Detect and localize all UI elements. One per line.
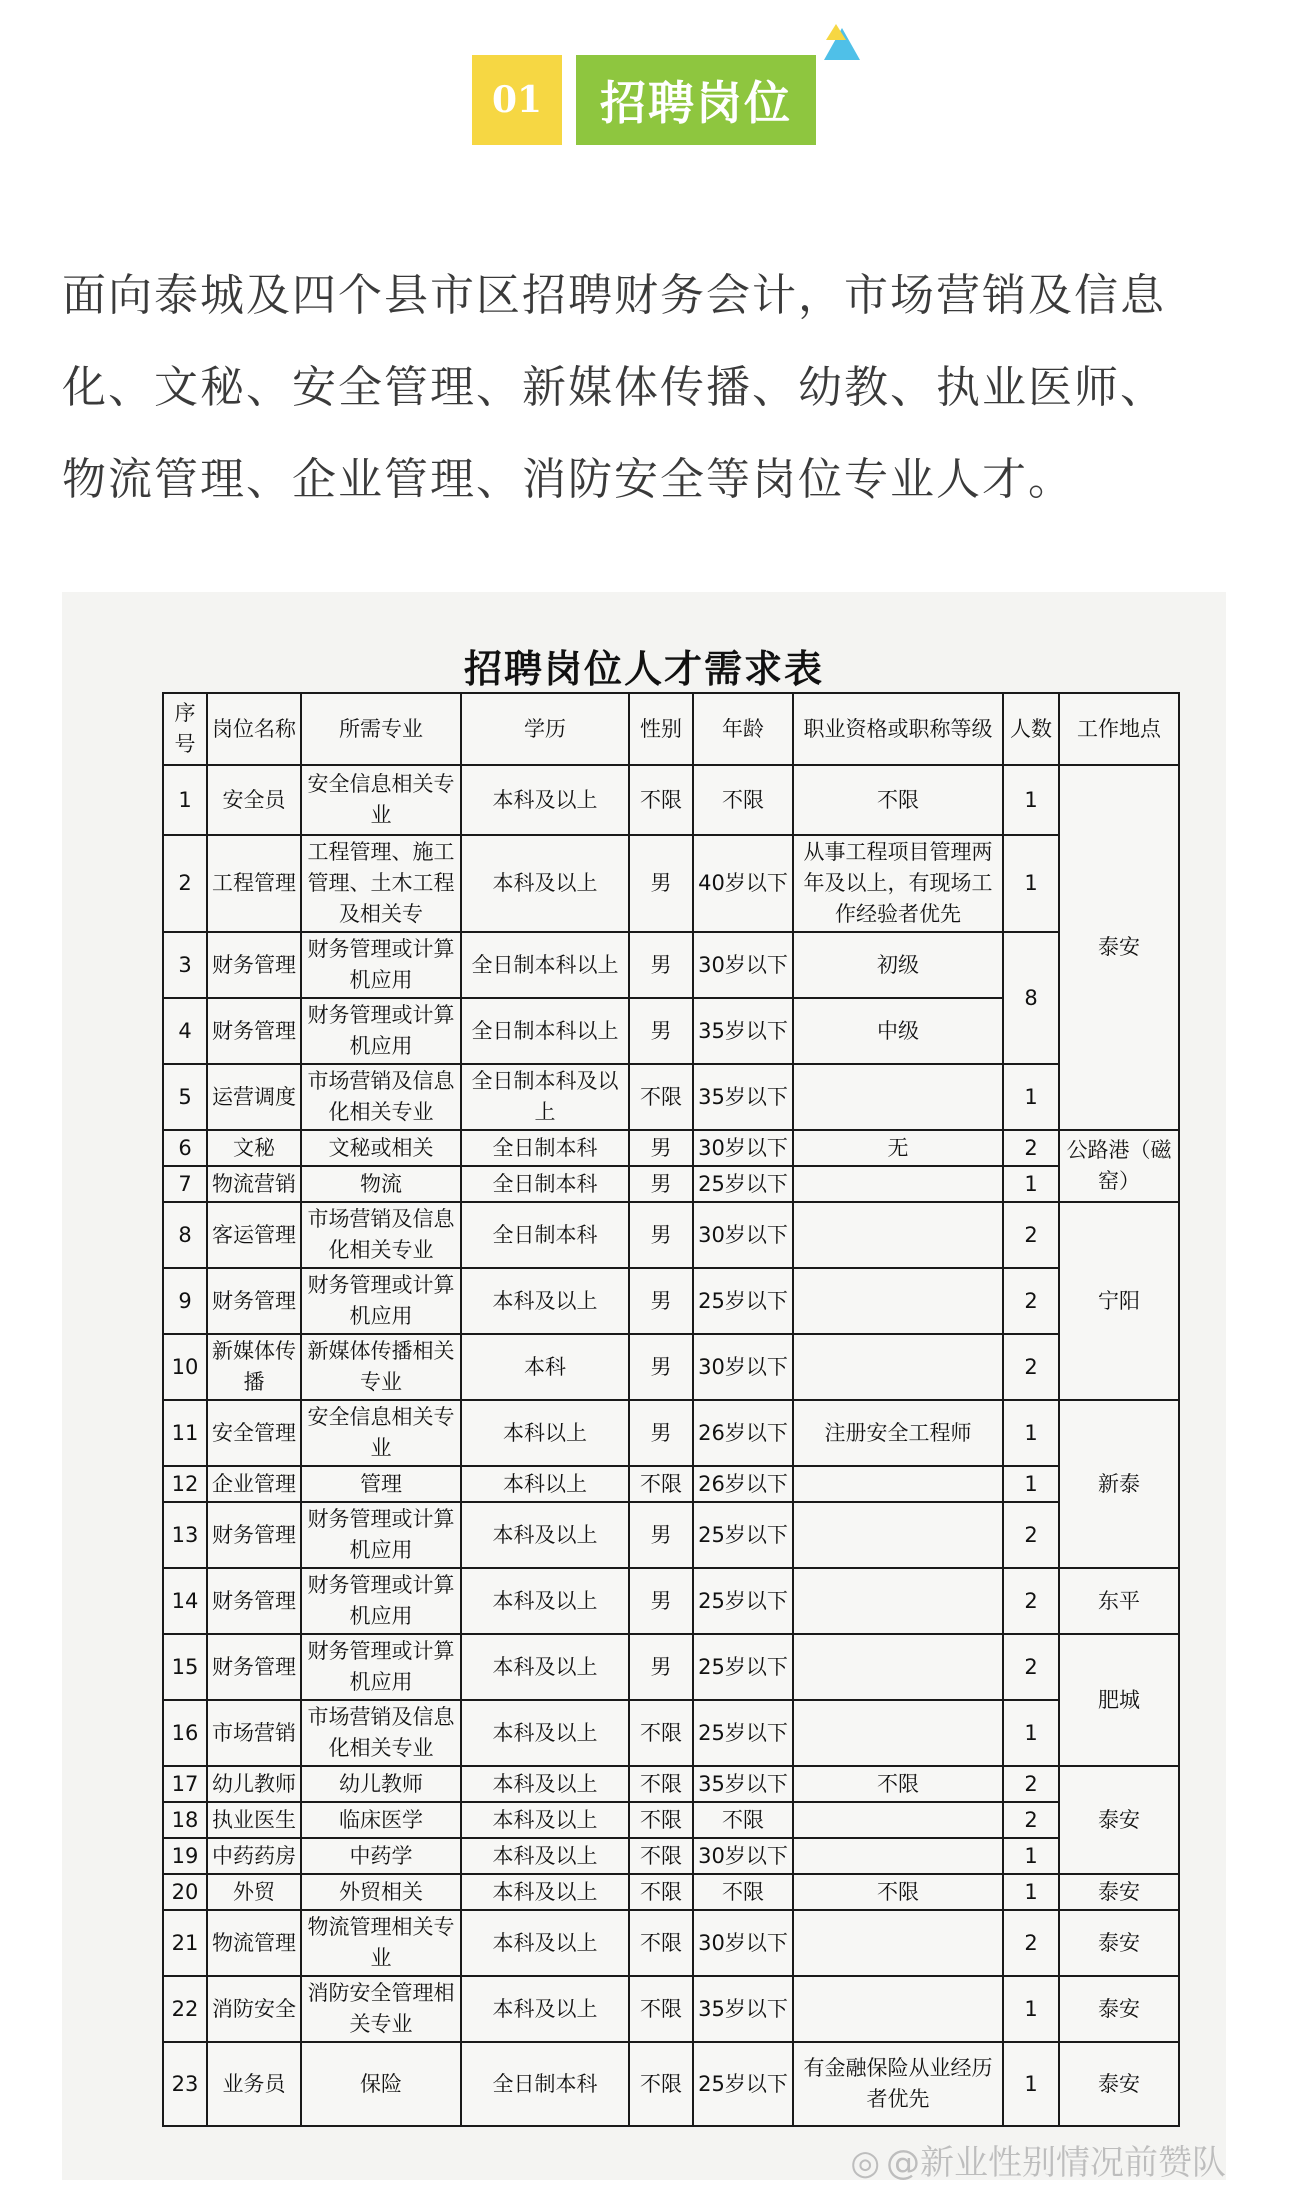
cell-count: 2 <box>1003 1910 1059 1976</box>
cell-position: 财务管理 <box>207 1634 301 1700</box>
cell-location: 公路港（磁窑） <box>1059 1130 1179 1202</box>
cell-major: 财务管理或计算机应用 <box>301 998 461 1064</box>
cell-gender: 男 <box>629 1568 693 1634</box>
cell-gender: 不限 <box>629 1700 693 1766</box>
cell-age: 不限 <box>693 1874 793 1910</box>
header-cell-age: 年龄 <box>693 693 793 765</box>
cell-major: 管理 <box>301 1466 461 1502</box>
cell-qualification <box>793 1910 1003 1976</box>
cell-no: 17 <box>163 1766 207 1802</box>
cell-qualification <box>793 1202 1003 1268</box>
cell-no: 7 <box>163 1166 207 1202</box>
header-cell-gender: 性别 <box>629 693 693 765</box>
section-number-badge: 01 <box>472 55 562 145</box>
cell-position: 客运管理 <box>207 1202 301 1268</box>
cell-qualification: 注册安全工程师 <box>793 1400 1003 1466</box>
cell-major: 市场营销及信息化相关专业 <box>301 1064 461 1130</box>
table-row <box>163 1400 1179 1466</box>
cell-gender: 男 <box>629 932 693 998</box>
cell-position: 安全管理 <box>207 1400 301 1466</box>
header-cell-no: 序号 <box>163 693 207 765</box>
table-title: 招聘岗位人才需求表 <box>463 646 824 691</box>
cell-count: 1 <box>1003 1700 1059 1766</box>
cell-education: 本科及以上 <box>461 1976 629 2042</box>
cell-major: 市场营销及信息化相关专业 <box>301 1700 461 1766</box>
cell-qualification <box>793 1838 1003 1874</box>
cell-gender: 不限 <box>629 1064 693 1130</box>
intro-line: 物流管理、企业管理、消防安全等岗位专业人才。 <box>62 454 1074 505</box>
scanned-document <box>62 592 1226 2183</box>
cell-no: 5 <box>163 1064 207 1130</box>
cell-no: 6 <box>163 1130 207 1166</box>
table-row <box>163 1130 1179 1166</box>
cell-gender: 不限 <box>629 1910 693 1976</box>
cell-education: 本科 <box>461 1334 629 1400</box>
cell-qualification: 中级 <box>793 998 1003 1064</box>
cell-qualification <box>793 1568 1003 1634</box>
cell-gender: 不限 <box>629 1466 693 1502</box>
cell-education: 全日制本科及以上 <box>461 1064 629 1130</box>
cell-age: 26岁以下 <box>693 1466 793 1502</box>
cell-position: 企业管理 <box>207 1466 301 1502</box>
cell-count: 2 <box>1003 1502 1059 1568</box>
cell-no: 22 <box>163 1976 207 2042</box>
cell-count: 1 <box>1003 2042 1059 2126</box>
cell-education: 本科及以上 <box>461 1700 629 1766</box>
cell-location: 新泰 <box>1059 1400 1179 1568</box>
cell-count: 2 <box>1003 1766 1059 1802</box>
cell-qualification: 不限 <box>793 1874 1003 1910</box>
cell-count: 2 <box>1003 1130 1059 1166</box>
cell-education: 本科及以上 <box>461 835 629 932</box>
cell-major: 财务管理或计算机应用 <box>301 1568 461 1634</box>
cell-major: 外贸相关 <box>301 1874 461 1910</box>
cell-no: 10 <box>163 1334 207 1400</box>
table-row <box>163 1268 1179 1334</box>
cell-count: 2 <box>1003 1268 1059 1334</box>
intro-paragraph <box>62 250 1232 526</box>
cell-education: 全日制本科 <box>461 1166 629 1202</box>
cell-education: 全日制本科 <box>461 2042 629 2126</box>
cell-position: 财务管理 <box>207 998 301 1064</box>
header-cell-major: 所需专业 <box>301 693 461 765</box>
cell-count: 2 <box>1003 1334 1059 1400</box>
cell-education: 本科以上 <box>461 1466 629 1502</box>
cell-age: 40岁以下 <box>693 835 793 932</box>
cell-major: 工程管理、施工管理、土木工程及相关专 <box>301 835 461 932</box>
cell-gender: 不限 <box>629 1766 693 1802</box>
cell-qualification: 不限 <box>793 1766 1003 1802</box>
table-body <box>163 765 1179 2126</box>
watermark <box>850 2135 1226 2184</box>
cell-age: 35岁以下 <box>693 998 793 1064</box>
table-row <box>163 1700 1179 1766</box>
cell-qualification <box>793 1976 1003 2042</box>
cell-no: 23 <box>163 2042 207 2126</box>
cell-position: 物流营销 <box>207 1166 301 1202</box>
cell-gender: 男 <box>629 1268 693 1334</box>
cell-qualification <box>793 1502 1003 1568</box>
cell-major: 财务管理或计算机应用 <box>301 932 461 998</box>
cell-education: 本科及以上 <box>461 1502 629 1568</box>
cell-age: 26岁以下 <box>693 1400 793 1466</box>
cell-education: 本科及以上 <box>461 1874 629 1910</box>
cell-qualification: 不限 <box>793 765 1003 835</box>
table-row <box>163 932 1179 998</box>
cell-age: 25岁以下 <box>693 1502 793 1568</box>
cell-major: 新媒体传播相关专业 <box>301 1334 461 1400</box>
cell-no: 4 <box>163 998 207 1064</box>
cell-qualification <box>793 1634 1003 1700</box>
cell-position: 执业医生 <box>207 1802 301 1838</box>
cell-education: 本科及以上 <box>461 1634 629 1700</box>
cell-education: 本科以上 <box>461 1400 629 1466</box>
cell-education: 本科及以上 <box>461 765 629 835</box>
table-row <box>163 1976 1179 2042</box>
header-cell-education: 学历 <box>461 693 629 765</box>
cell-gender: 男 <box>629 1502 693 1568</box>
cell-age: 35岁以下 <box>693 1766 793 1802</box>
cell-age: 30岁以下 <box>693 1130 793 1166</box>
cell-count: 1 <box>1003 1874 1059 1910</box>
cell-education: 本科及以上 <box>461 1766 629 1802</box>
cell-position: 新媒体传播 <box>207 1334 301 1400</box>
cell-major: 幼儿教师 <box>301 1766 461 1802</box>
cell-location: 泰安 <box>1059 1766 1179 1874</box>
cell-no: 11 <box>163 1400 207 1466</box>
cell-position: 财务管理 <box>207 932 301 998</box>
header-cell-qualification: 职业资格或职称等级 <box>793 693 1003 765</box>
cell-no: 13 <box>163 1502 207 1568</box>
cell-position: 消防安全 <box>207 1976 301 2042</box>
table-header-row <box>163 693 1179 765</box>
cell-qualification: 无 <box>793 1130 1003 1166</box>
cell-major: 财务管理或计算机应用 <box>301 1634 461 1700</box>
cell-count: 1 <box>1003 1400 1059 1466</box>
cell-position: 物流管理 <box>207 1910 301 1976</box>
cell-count: 1 <box>1003 1976 1059 2042</box>
cell-gender: 男 <box>629 1202 693 1268</box>
cell-education: 本科及以上 <box>461 1838 629 1874</box>
table-row <box>163 1064 1179 1130</box>
cell-age: 25岁以下 <box>693 1166 793 1202</box>
cell-education: 本科及以上 <box>461 1568 629 1634</box>
cell-gender: 男 <box>629 998 693 1064</box>
table-row <box>163 1334 1179 1400</box>
table-row <box>163 1568 1179 1634</box>
cell-qualification <box>793 1334 1003 1400</box>
cell-major: 物流 <box>301 1166 461 1202</box>
header-cell-location: 工作地点 <box>1059 693 1179 765</box>
requirements-table <box>162 692 1180 2127</box>
header-cell-count: 人数 <box>1003 693 1059 765</box>
cell-gender: 男 <box>629 1130 693 1166</box>
table-row <box>163 765 1179 835</box>
table-row <box>163 1466 1179 1502</box>
cell-count: 1 <box>1003 1166 1059 1202</box>
cell-count: 1 <box>1003 765 1059 835</box>
table-row <box>163 1202 1179 1268</box>
cell-qualification: 从事工程项目管理两年及以上，有现场工作经验者优先 <box>793 835 1003 932</box>
cell-qualification: 初级 <box>793 932 1003 998</box>
cell-count: 1 <box>1003 835 1059 932</box>
intro-line: 面向泰城及四个县市区招聘财务会计，市场营销及信息 <box>62 270 1166 321</box>
cell-location: 东平 <box>1059 1568 1179 1634</box>
cell-position: 幼儿教师 <box>207 1766 301 1802</box>
cell-gender: 不限 <box>629 1976 693 2042</box>
cell-major: 物流管理相关专业 <box>301 1910 461 1976</box>
cell-qualification <box>793 1466 1003 1502</box>
cell-no: 9 <box>163 1268 207 1334</box>
cell-count: 2 <box>1003 1568 1059 1634</box>
cell-major: 临床医学 <box>301 1802 461 1838</box>
table-row <box>163 1874 1179 1910</box>
cell-location: 泰安 <box>1059 1910 1179 1976</box>
cell-count: 2 <box>1003 1202 1059 1268</box>
cell-age: 不限 <box>693 1802 793 1838</box>
cell-major: 市场营销及信息化相关专业 <box>301 1202 461 1268</box>
cell-age: 30岁以下 <box>693 1202 793 1268</box>
header-cell-position: 岗位名称 <box>207 693 301 765</box>
cell-gender: 不限 <box>629 1838 693 1874</box>
cell-age: 25岁以下 <box>693 2042 793 2126</box>
cell-major: 中药学 <box>301 1838 461 1874</box>
cell-gender: 不限 <box>629 2042 693 2126</box>
cell-age: 25岁以下 <box>693 1568 793 1634</box>
watermark-text: @新业性别情况前赞队 <box>886 2143 1226 2183</box>
cell-education: 全日制本科以上 <box>461 932 629 998</box>
cell-no: 1 <box>163 765 207 835</box>
cell-education: 本科及以上 <box>461 1802 629 1838</box>
cell-qualification <box>793 1064 1003 1130</box>
table-row <box>163 835 1179 932</box>
cell-age: 不限 <box>693 765 793 835</box>
cell-no: 8 <box>163 1202 207 1268</box>
cell-gender: 男 <box>629 1166 693 1202</box>
cell-gender: 不限 <box>629 1802 693 1838</box>
cell-age: 30岁以下 <box>693 1334 793 1400</box>
cell-gender: 男 <box>629 835 693 932</box>
cell-age: 30岁以下 <box>693 932 793 998</box>
cell-age: 25岁以下 <box>693 1700 793 1766</box>
cell-position: 财务管理 <box>207 1568 301 1634</box>
cell-position: 财务管理 <box>207 1268 301 1334</box>
cell-location: 泰安 <box>1059 2042 1179 2126</box>
cell-education: 全日制本科 <box>461 1202 629 1268</box>
cell-gender: 男 <box>629 1634 693 1700</box>
table-row <box>163 2042 1179 2126</box>
section-title: 招聘岗位 <box>576 55 816 145</box>
cell-major: 安全信息相关专业 <box>301 1400 461 1466</box>
cell-qualification: 有金融保险从业经历者优先 <box>793 2042 1003 2126</box>
cell-location: 泰安 <box>1059 1976 1179 2042</box>
cell-major: 安全信息相关专业 <box>301 765 461 835</box>
cell-count: 2 <box>1003 1634 1059 1700</box>
cell-no: 2 <box>163 835 207 932</box>
table-row <box>163 1838 1179 1874</box>
cell-no: 16 <box>163 1700 207 1766</box>
cell-location: 泰安 <box>1059 765 1179 1130</box>
cell-location: 泰安 <box>1059 1874 1179 1910</box>
cell-education: 全日制本科以上 <box>461 998 629 1064</box>
cell-count: 1 <box>1003 1064 1059 1130</box>
intro-line: 化、文秘、安全管理、新媒体传播、幼教、执业医师、 <box>62 362 1166 413</box>
cell-count: 1 <box>1003 1838 1059 1874</box>
weibo-icon: ◎ <box>850 2143 880 2183</box>
cell-age: 35岁以下 <box>693 1064 793 1130</box>
cell-age: 30岁以下 <box>693 1910 793 1976</box>
cell-qualification <box>793 1268 1003 1334</box>
cell-no: 15 <box>163 1634 207 1700</box>
cell-gender: 不限 <box>629 1874 693 1910</box>
cell-major: 财务管理或计算机应用 <box>301 1502 461 1568</box>
cell-gender: 男 <box>629 1400 693 1466</box>
cell-position: 文秘 <box>207 1130 301 1166</box>
cell-qualification <box>793 1166 1003 1202</box>
cell-position: 财务管理 <box>207 1502 301 1568</box>
table-row <box>163 1166 1179 1202</box>
cell-position: 安全员 <box>207 765 301 835</box>
cell-education: 本科及以上 <box>461 1268 629 1334</box>
table-row <box>163 1910 1179 1976</box>
cell-location: 宁阳 <box>1059 1202 1179 1400</box>
table-row <box>163 1766 1179 1802</box>
cell-age: 25岁以下 <box>693 1634 793 1700</box>
cell-position: 外贸 <box>207 1874 301 1910</box>
cell-no: 3 <box>163 932 207 998</box>
cell-age: 30岁以下 <box>693 1838 793 1874</box>
cell-no: 20 <box>163 1874 207 1910</box>
cell-count: 1 <box>1003 1466 1059 1502</box>
cell-no: 18 <box>163 1802 207 1838</box>
cell-major: 文秘或相关 <box>301 1130 461 1166</box>
cell-age: 35岁以下 <box>693 1976 793 2042</box>
cell-no: 12 <box>163 1466 207 1502</box>
cell-major: 财务管理或计算机应用 <box>301 1268 461 1334</box>
cell-position: 工程管理 <box>207 835 301 932</box>
cell-position: 运营调度 <box>207 1064 301 1130</box>
table-row <box>163 1802 1179 1838</box>
cell-no: 14 <box>163 1568 207 1634</box>
cell-position: 业务员 <box>207 2042 301 2126</box>
cell-education: 本科及以上 <box>461 1910 629 1976</box>
cell-major: 消防安全管理相关专业 <box>301 1976 461 2042</box>
cell-no: 21 <box>163 1910 207 1976</box>
cell-location: 肥城 <box>1059 1634 1179 1766</box>
cell-major: 保险 <box>301 2042 461 2126</box>
cell-qualification <box>793 1700 1003 1766</box>
cell-position: 中药药房 <box>207 1838 301 1874</box>
cell-education: 全日制本科 <box>461 1130 629 1166</box>
cell-count: 8 <box>1003 932 1059 1064</box>
cell-gender: 不限 <box>629 765 693 835</box>
cell-qualification <box>793 1802 1003 1838</box>
table-row <box>163 1634 1179 1700</box>
corner-triangle-decoration-icon <box>822 22 862 62</box>
table-row <box>163 1502 1179 1568</box>
cell-gender: 男 <box>629 1334 693 1400</box>
cell-count: 2 <box>1003 1802 1059 1838</box>
cell-position: 市场营销 <box>207 1700 301 1766</box>
cell-age: 25岁以下 <box>693 1268 793 1334</box>
cell-no: 19 <box>163 1838 207 1874</box>
